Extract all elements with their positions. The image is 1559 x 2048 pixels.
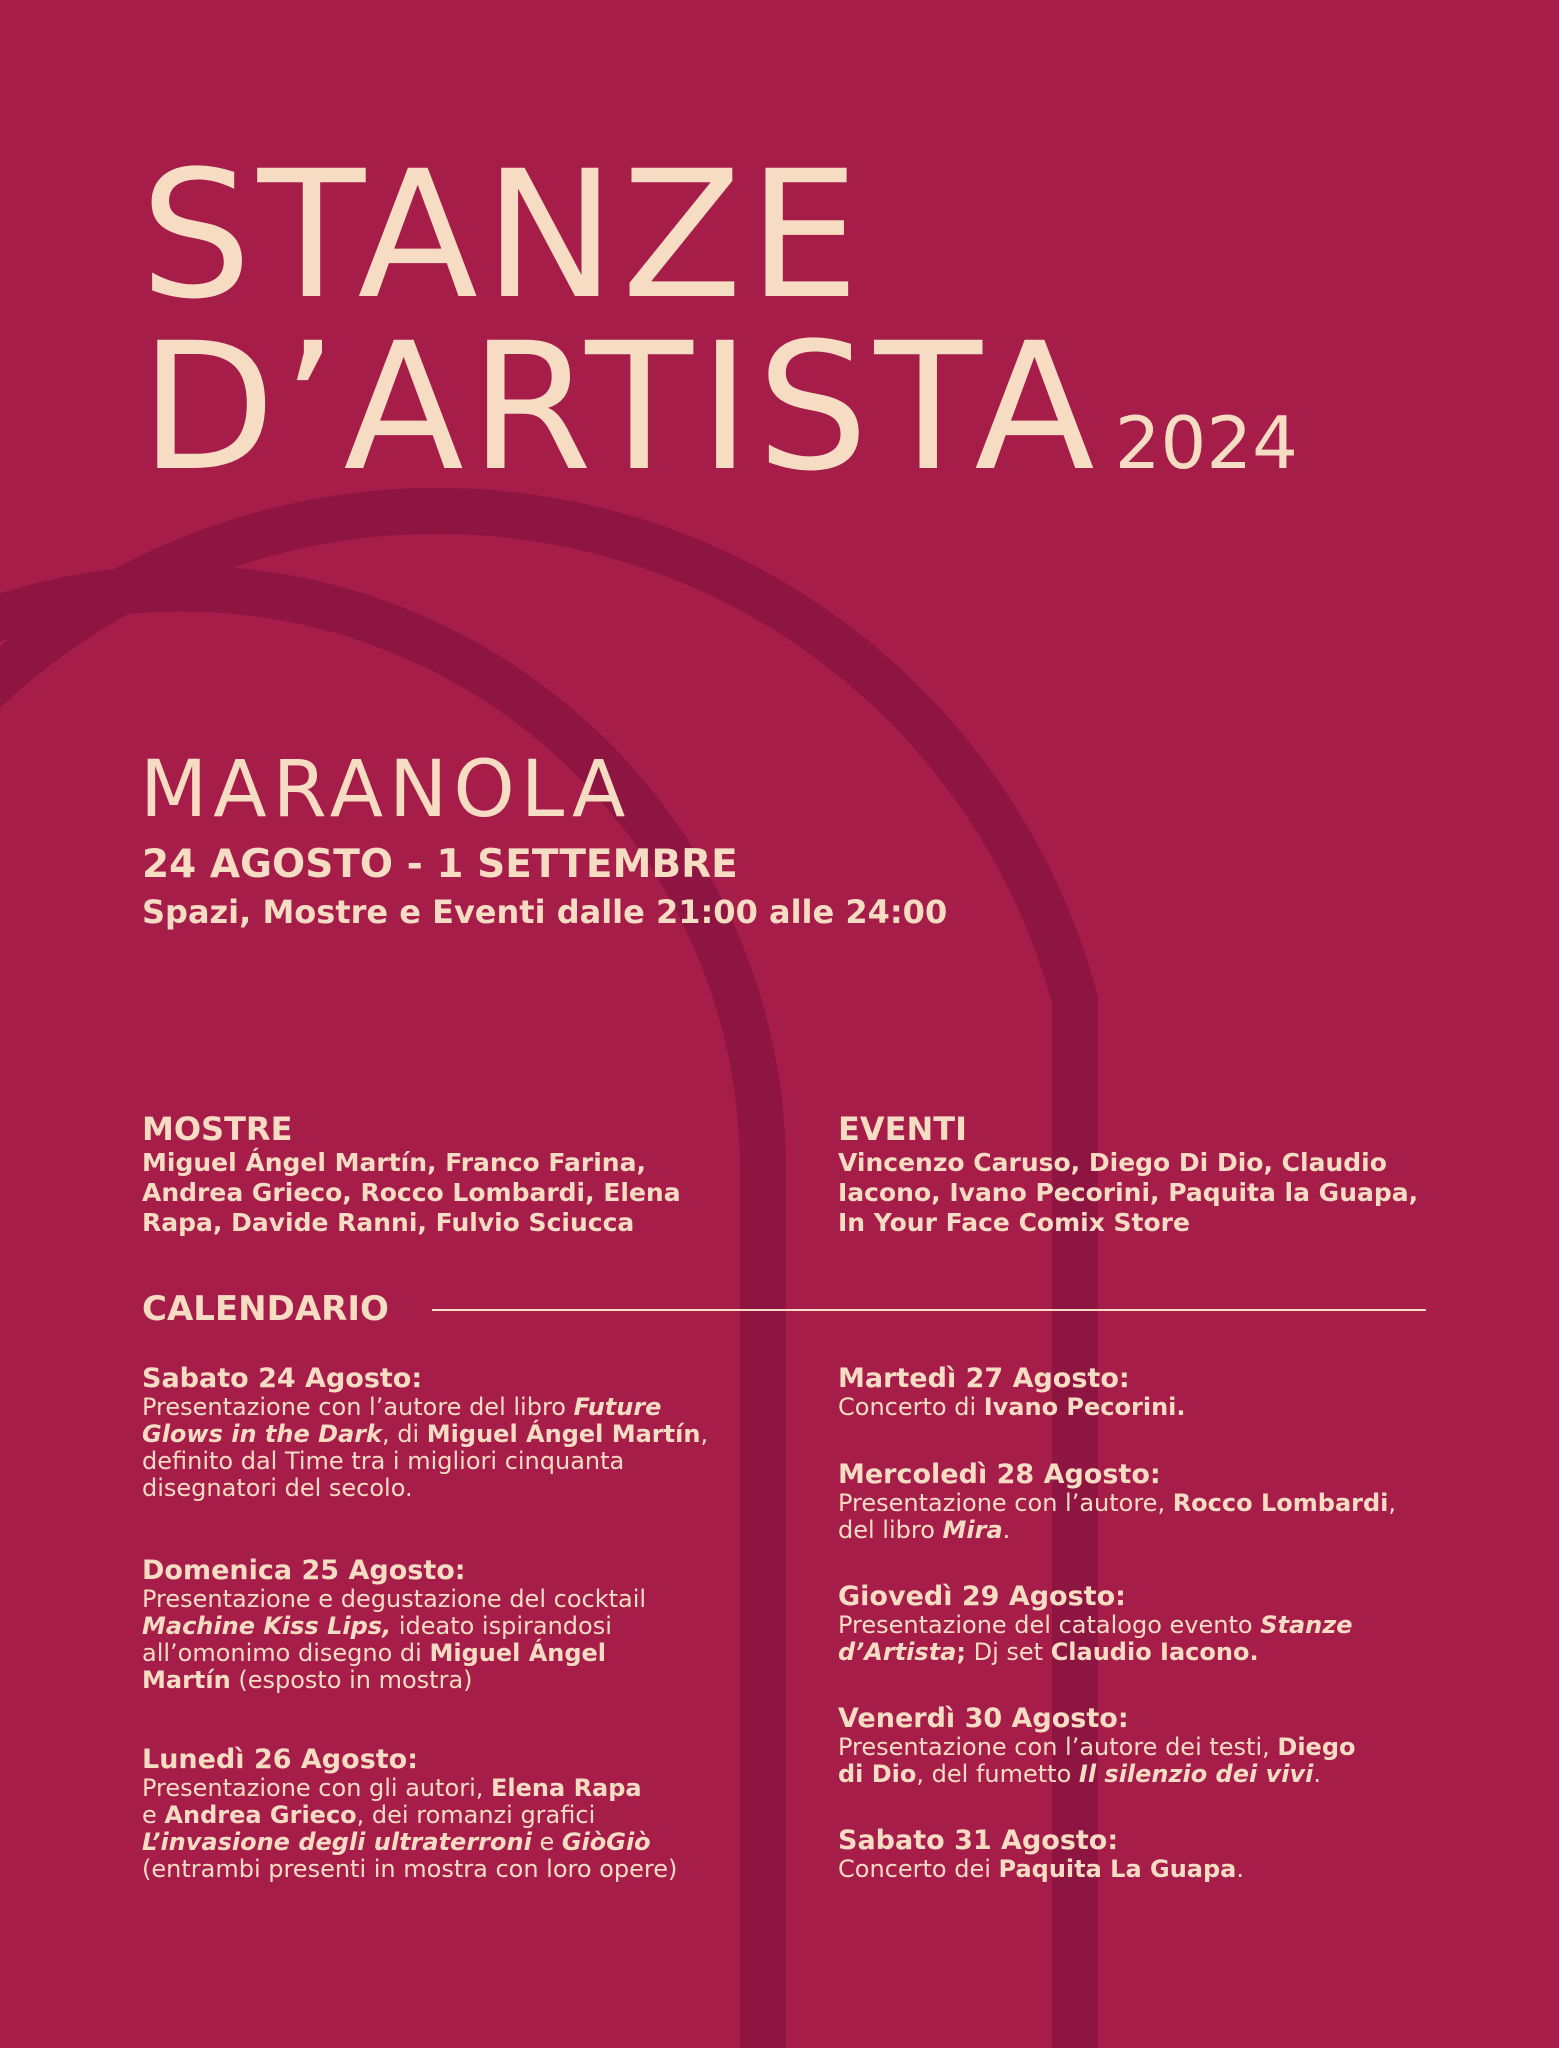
eventi-line-2: Iacono, Ivano Pecorini, Paquita la Guapa,	[838, 1178, 1419, 1207]
event-date: Domenica 25 Agosto:	[142, 1555, 466, 1586]
event-desc-line: Presentazione con l’autore del libro Future	[142, 1393, 662, 1421]
eventi-section	[838, 1110, 1458, 1238]
event-desc-line: Presentazione con gli autori, Elena Rapa	[142, 1774, 642, 1802]
event-desc-line: del libro Mira.	[838, 1516, 1011, 1544]
event-desc-line: (entrambi presenti in mostra con loro opere)	[142, 1855, 678, 1883]
event-desc-line: Presentazione e degustazione del cocktail	[142, 1585, 647, 1613]
title-year: 2024	[1114, 401, 1298, 485]
event-desc-line: di Dio, del fumetto Il silenzio dei vivi.	[838, 1760, 1321, 1788]
event-desc-line: all’omonimo disegno di Miguel Ángel	[142, 1639, 607, 1667]
mostre-line-1: Miguel Ángel Martín, Franco Farina,	[142, 1148, 646, 1177]
event-desc-line: L’invasione degli ultraterroni e GiòGiò	[142, 1828, 651, 1856]
event-desc-line: definito dal Time tra i migliori cinquanta	[142, 1447, 625, 1475]
mostre-line-3: Rapa, Davide Ranni, Fulvio Sciucca	[142, 1208, 635, 1237]
event-mer28	[838, 1460, 1478, 1544]
event-dom25	[142, 1556, 782, 1694]
event-desc-line: d’Artista; Dj set Claudio Iacono.	[838, 1638, 1259, 1666]
event-title	[140, 133, 1298, 529]
event-lun26	[142, 1745, 782, 1883]
calendario-divider	[432, 1309, 1426, 1311]
event-date: Giovedì 29 Agosto:	[838, 1581, 1126, 1612]
mostre-line-2: Andrea Grieco, Rocco Lombardi, Elena	[142, 1178, 681, 1207]
event-date: Venerdì 30 Agosto:	[838, 1703, 1129, 1734]
event-desc-line: Machine Kiss Lips, ideato ispirandosi	[142, 1612, 612, 1640]
event-desc-line: Presentazione con l’autore dei testi, Diego	[838, 1733, 1356, 1761]
event-sab24	[142, 1364, 782, 1502]
event-desc-line: Presentazione del catalogo evento Stanze	[838, 1611, 1353, 1639]
event-date: Martedì 27 Agosto:	[838, 1363, 1130, 1394]
event-desc-line: Glows in the Dark, di Miguel Ángel Martín,	[142, 1420, 709, 1448]
event-date: Mercoledì 28 Agosto:	[838, 1459, 1161, 1490]
calendario-heading: CALENDARIO	[142, 1289, 389, 1329]
event-dates: 24 AGOSTO - 1 SETTEMBRE	[142, 842, 738, 887]
event-date: Sabato 31 Agosto:	[838, 1825, 1119, 1856]
title-line-2-text: D’ARTISTA	[140, 305, 1101, 510]
event-desc-line: Concerto di Ivano Pecorini.	[838, 1393, 1186, 1421]
event-hours: Spazi, Mostre e Eventi dalle 21:00 alle 24:00	[142, 893, 948, 931]
event-desc-line: Concerto dei Paquita La Guapa.	[838, 1855, 1244, 1883]
eventi-line-1: Vincenzo Caruso, Diego Di Dio, Claudio	[838, 1148, 1387, 1177]
event-date: Sabato 24 Agosto:	[142, 1363, 423, 1394]
mostre-heading: MOSTRE	[142, 1110, 293, 1148]
event-mar27	[838, 1364, 1478, 1421]
event-desc-line: Presentazione con l’autore, Rocco Lombardi,	[838, 1489, 1397, 1517]
event-desc-line: Martín (esposto in mostra)	[142, 1666, 473, 1694]
title-line-1: STANZE	[140, 133, 866, 338]
event-date: Lunedì 26 Agosto:	[142, 1744, 419, 1775]
event-desc-line: disegnatori del secolo.	[142, 1474, 413, 1502]
mostre-section	[142, 1110, 762, 1238]
event-gio29	[838, 1582, 1478, 1666]
event-desc-line: e Andrea Grieco, dei romanzi grafici	[142, 1801, 596, 1829]
title-line-2	[140, 305, 1298, 529]
event-sab31	[838, 1826, 1478, 1883]
eventi-line-3: In Your Face Comix Store	[838, 1208, 1190, 1237]
eventi-heading: EVENTI	[838, 1110, 967, 1148]
event-ven30	[838, 1704, 1478, 1788]
town-name: MARANOLA	[140, 745, 632, 835]
